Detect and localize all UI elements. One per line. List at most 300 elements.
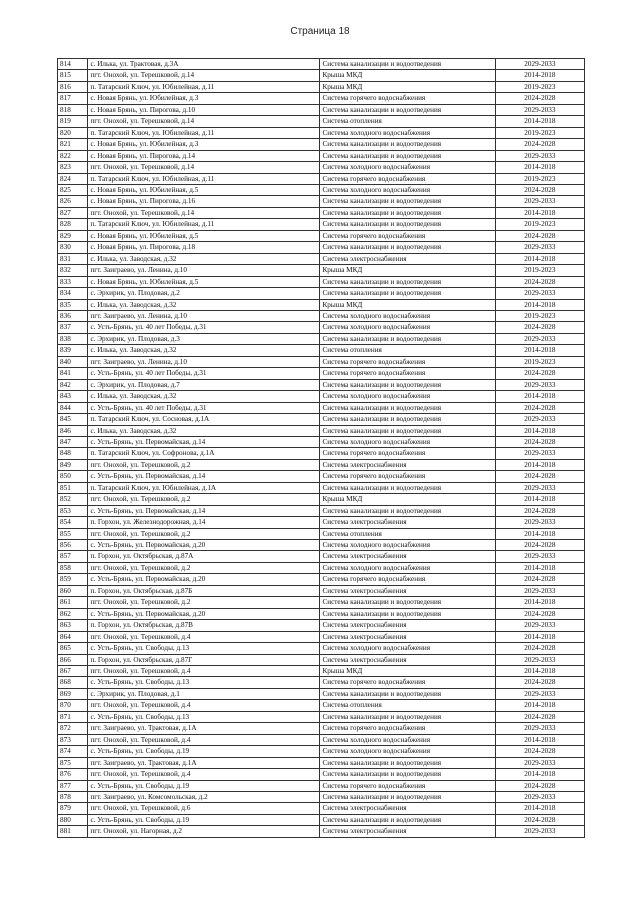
row-number: 871 bbox=[58, 711, 88, 722]
table-row bbox=[58, 688, 585, 699]
row-address: с. Эрхирик, ул. Плодовая, д.2 bbox=[88, 288, 320, 299]
row-period: 2014-2018 bbox=[495, 734, 584, 745]
row-period: 2029-2033 bbox=[495, 826, 584, 837]
table-row bbox=[58, 116, 585, 127]
row-address: с. Илька, ул. Трактовая, д.3А bbox=[88, 59, 320, 70]
row-address: пгт. Онохой, ул. Терешковой, д.14 bbox=[88, 162, 320, 173]
row-number: 832 bbox=[58, 265, 88, 276]
row-system: Система канализации и водоотведения bbox=[320, 59, 495, 70]
row-address: пгт. Онохой, ул. Терешковой, д.2 bbox=[88, 597, 320, 608]
row-system: Система холодного водоснабжения bbox=[320, 643, 495, 654]
row-period: 2029-2033 bbox=[495, 333, 584, 344]
table-row bbox=[58, 585, 585, 596]
table-row bbox=[58, 654, 585, 665]
table-row bbox=[58, 574, 585, 585]
table-row bbox=[58, 700, 585, 711]
row-period: 2024-2028 bbox=[495, 276, 584, 287]
row-number: 822 bbox=[58, 150, 88, 161]
table-row bbox=[58, 482, 585, 493]
row-system: Система канализации и водоотведения bbox=[320, 814, 495, 825]
row-address: п. Татарский Ключ, ул. Юбилейная, д.11 bbox=[88, 173, 320, 184]
row-number: 818 bbox=[58, 104, 88, 115]
row-period: 2014-2018 bbox=[495, 116, 584, 127]
row-period: 2029-2033 bbox=[495, 150, 584, 161]
row-address: п. Горхон, ул. Железнодорожная, д.14 bbox=[88, 517, 320, 528]
table-row bbox=[58, 562, 585, 573]
row-period: 2024-2028 bbox=[495, 814, 584, 825]
row-system: Система горячего водоснабжения bbox=[320, 780, 495, 791]
row-number: 853 bbox=[58, 505, 88, 516]
table-row bbox=[58, 643, 585, 654]
row-period: 2024-2028 bbox=[495, 505, 584, 516]
row-period: 2024-2028 bbox=[495, 780, 584, 791]
table-row bbox=[58, 826, 585, 837]
row-system: Крыша МКД bbox=[320, 81, 495, 92]
table-row bbox=[58, 620, 585, 631]
table-row bbox=[58, 448, 585, 459]
table-row bbox=[58, 276, 585, 287]
table-row bbox=[58, 242, 585, 253]
table-row bbox=[58, 414, 585, 425]
table-row bbox=[58, 93, 585, 104]
row-number: 821 bbox=[58, 139, 88, 150]
row-address: пгт. Онохой, ул. Терешковой, д.2 bbox=[88, 562, 320, 573]
row-number: 863 bbox=[58, 620, 88, 631]
row-period: 2014-2018 bbox=[495, 207, 584, 218]
table-row bbox=[58, 402, 585, 413]
row-address: пгт. Онохой, ул. Терешковой, д.14 bbox=[88, 70, 320, 81]
row-system: Система канализации и водоотведения bbox=[320, 792, 495, 803]
row-system: Система канализации и водоотведения bbox=[320, 379, 495, 390]
row-address: п. Татарский Ключ, ул. Сосновая, д.1А bbox=[88, 414, 320, 425]
row-address: пгт. Онохой, ул. Терешковой, д.2 bbox=[88, 494, 320, 505]
row-system: Система отопления bbox=[320, 116, 495, 127]
row-address: пгт. Онохой, ул. Терешковой, д.4 bbox=[88, 734, 320, 745]
row-number: 869 bbox=[58, 688, 88, 699]
row-period: 2024-2028 bbox=[495, 574, 584, 585]
table-row bbox=[58, 379, 585, 390]
register-table bbox=[57, 58, 585, 838]
table-row bbox=[58, 207, 585, 218]
row-number: 868 bbox=[58, 677, 88, 688]
row-system: Система канализации и водоотведения bbox=[320, 757, 495, 768]
row-number: 873 bbox=[58, 734, 88, 745]
row-number: 840 bbox=[58, 356, 88, 367]
row-system: Система электроснабжения bbox=[320, 253, 495, 264]
row-period: 2014-2018 bbox=[495, 70, 584, 81]
table-row bbox=[58, 425, 585, 436]
table-row bbox=[58, 196, 585, 207]
table-row bbox=[58, 162, 585, 173]
table-row bbox=[58, 184, 585, 195]
table-row bbox=[58, 70, 585, 81]
row-address: с. Усть-Брянь, ул. Свободы, д.13 bbox=[88, 677, 320, 688]
row-number: 819 bbox=[58, 116, 88, 127]
row-system: Система холодного водоснабжения bbox=[320, 162, 495, 173]
row-period: 2024-2028 bbox=[495, 608, 584, 619]
row-number: 830 bbox=[58, 242, 88, 253]
row-address: п. Горхон, ул. Октябрьская, д.87В bbox=[88, 620, 320, 631]
row-number: 814 bbox=[58, 59, 88, 70]
row-period: 2029-2033 bbox=[495, 585, 584, 596]
row-number: 876 bbox=[58, 769, 88, 780]
row-system: Система холодного водоснабжения bbox=[320, 184, 495, 195]
row-address: с. Усть-Брянь, ул. Свободы, д.13 bbox=[88, 643, 320, 654]
row-number: 866 bbox=[58, 654, 88, 665]
row-period: 2024-2028 bbox=[495, 471, 584, 482]
row-system: Система горячего водоснабжения bbox=[320, 230, 495, 241]
row-number: 835 bbox=[58, 299, 88, 310]
row-number: 847 bbox=[58, 436, 88, 447]
row-period: 2024-2028 bbox=[495, 139, 584, 150]
row-number: 827 bbox=[58, 207, 88, 218]
row-number: 828 bbox=[58, 219, 88, 230]
row-number: 870 bbox=[58, 700, 88, 711]
row-address: пгт. Заиграево, ул. Трактовая, д.1А bbox=[88, 757, 320, 768]
table-row bbox=[58, 310, 585, 321]
row-period: 2029-2033 bbox=[495, 517, 584, 528]
row-system: Система отопления bbox=[320, 345, 495, 356]
row-period: 2014-2018 bbox=[495, 162, 584, 173]
table-row bbox=[58, 814, 585, 825]
row-system: Система холодного водоснабжения bbox=[320, 127, 495, 138]
row-address: п. Горхон, ул. Октябрьская, д.87А bbox=[88, 551, 320, 562]
table-row bbox=[58, 299, 585, 310]
row-system: Система горячего водоснабжения bbox=[320, 471, 495, 482]
row-system: Система электроснабжения bbox=[320, 620, 495, 631]
row-period: 2029-2033 bbox=[495, 196, 584, 207]
row-address: п. Татарский Ключ, ул. Юбилейная, д.11 bbox=[88, 219, 320, 230]
row-number: 839 bbox=[58, 345, 88, 356]
row-system: Система канализации и водоотведения bbox=[320, 276, 495, 287]
row-system: Система холодного водоснабжения bbox=[320, 562, 495, 573]
row-system: Система канализации и водоотведения bbox=[320, 150, 495, 161]
table-row bbox=[58, 265, 585, 276]
page-title: Страница 18 bbox=[290, 26, 350, 37]
row-system: Система холодного водоснабжения bbox=[320, 391, 495, 402]
row-system: Система канализации и водоотведения bbox=[320, 425, 495, 436]
row-number: 837 bbox=[58, 322, 88, 333]
row-system: Система канализации и водоотведения bbox=[320, 769, 495, 780]
row-address: с. Усть-Брянь, ул. 40 лет Победы, д.31 bbox=[88, 402, 320, 413]
row-address: с. Усть-Брянь, ул. 40 лет Победы, д.31 bbox=[88, 368, 320, 379]
row-address: пгт. Заиграево, ул. Ленина, д.10 bbox=[88, 265, 320, 276]
table-row bbox=[58, 127, 585, 138]
row-address: с. Новая Брянь, ул. Пирогова, д.10 bbox=[88, 104, 320, 115]
row-system: Система канализации и водоотведения bbox=[320, 505, 495, 516]
row-address: пгт. Онохой, ул. Терешковой, д.14 bbox=[88, 116, 320, 127]
row-system: Система канализации и водоотведения bbox=[320, 288, 495, 299]
table-row bbox=[58, 471, 585, 482]
row-number: 826 bbox=[58, 196, 88, 207]
row-number: 858 bbox=[58, 562, 88, 573]
row-period: 2029-2033 bbox=[495, 288, 584, 299]
table-row bbox=[58, 253, 585, 264]
row-period: 2014-2018 bbox=[495, 562, 584, 573]
row-system: Крыша МКД bbox=[320, 299, 495, 310]
row-number: 881 bbox=[58, 826, 88, 837]
row-number: 857 bbox=[58, 551, 88, 562]
row-number: 843 bbox=[58, 391, 88, 402]
table-row bbox=[58, 368, 585, 379]
row-address: пгт. Заиграево, ул. Ленина, д.10 bbox=[88, 356, 320, 367]
row-address: с. Усть-Брянь, ул. Первомайская, д.14 bbox=[88, 505, 320, 516]
row-number: 864 bbox=[58, 631, 88, 642]
row-system: Система холодного водоснабжения bbox=[320, 746, 495, 757]
row-address: с. Новая Брянь, ул. Юбилейная, д.5 bbox=[88, 230, 320, 241]
row-system: Система горячего водоснабжения bbox=[320, 173, 495, 184]
table-row bbox=[58, 551, 585, 562]
row-period: 2024-2028 bbox=[495, 711, 584, 722]
row-number: 820 bbox=[58, 127, 88, 138]
row-period: 2024-2028 bbox=[495, 436, 584, 447]
row-period: 2024-2028 bbox=[495, 540, 584, 551]
row-number: 817 bbox=[58, 93, 88, 104]
row-address: с. Новая Брянь, ул. Юбилейная, д.3 bbox=[88, 93, 320, 104]
row-number: 844 bbox=[58, 402, 88, 413]
row-period: 2029-2033 bbox=[495, 620, 584, 631]
row-period: 2029-2033 bbox=[495, 482, 584, 493]
row-address: с. Усть-Брянь, ул. Свободы, д.19 bbox=[88, 780, 320, 791]
row-period: 2019-2023 bbox=[495, 219, 584, 230]
row-address: с. Новая Брянь, ул. Юбилейная, д.5 bbox=[88, 276, 320, 287]
row-address: пгт. Онохой, ул. Терешковой, д.4 bbox=[88, 666, 320, 677]
row-address: п. Горхон, ул. Октябрьская, д.87Б bbox=[88, 585, 320, 596]
row-period: 2014-2018 bbox=[495, 494, 584, 505]
row-address: п. Татарский Ключ, ул. Софронова, д.1А bbox=[88, 448, 320, 459]
table-row bbox=[58, 230, 585, 241]
row-system: Система канализации и водоотведения bbox=[320, 242, 495, 253]
table-row bbox=[58, 173, 585, 184]
row-system: Система канализации и водоотведения bbox=[320, 333, 495, 344]
row-address: пгт. Онохой, ул. Терешковой, д.6 bbox=[88, 803, 320, 814]
row-address: с. Илька, ул. Заводская, д.32 bbox=[88, 345, 320, 356]
table-row bbox=[58, 139, 585, 150]
row-address: п. Татарский Ключ, ул. Юбилейная, д.11 bbox=[88, 127, 320, 138]
row-number: 849 bbox=[58, 459, 88, 470]
row-number: 878 bbox=[58, 792, 88, 803]
row-address: с. Усть-Брянь, ул. Первомайская, д.14 bbox=[88, 471, 320, 482]
table-row bbox=[58, 597, 585, 608]
table-row bbox=[58, 517, 585, 528]
row-number: 861 bbox=[58, 597, 88, 608]
row-number: 874 bbox=[58, 746, 88, 757]
row-period: 2024-2028 bbox=[495, 230, 584, 241]
row-number: 872 bbox=[58, 723, 88, 734]
table-row bbox=[58, 757, 585, 768]
table-row bbox=[58, 780, 585, 791]
table-row bbox=[58, 746, 585, 757]
row-address: пгт. Заиграево, ул. Ленина, д.10 bbox=[88, 310, 320, 321]
row-period: 2014-2018 bbox=[495, 700, 584, 711]
row-period: 2029-2033 bbox=[495, 448, 584, 459]
row-period: 2024-2028 bbox=[495, 677, 584, 688]
row-number: 838 bbox=[58, 333, 88, 344]
row-address: с. Илька, ул. Заводская, д.32 bbox=[88, 425, 320, 436]
row-address: пгт. Онохой, ул. Нагорная, д.2 bbox=[88, 826, 320, 837]
row-address: пгт. Онохой, ул. Терешковой, д.14 bbox=[88, 207, 320, 218]
row-period: 2019-2023 bbox=[495, 310, 584, 321]
row-system: Система холодного водоснабжения bbox=[320, 310, 495, 321]
row-system: Система канализации и водоотведения bbox=[320, 597, 495, 608]
row-system: Система холодного водоснабжения bbox=[320, 540, 495, 551]
row-number: 829 bbox=[58, 230, 88, 241]
row-system: Система отопления bbox=[320, 528, 495, 539]
table-row bbox=[58, 322, 585, 333]
row-address: пгт. Заиграево, ул. Трактовая, д.1А bbox=[88, 723, 320, 734]
row-system: Система канализации и водоотведения bbox=[320, 207, 495, 218]
row-number: 846 bbox=[58, 425, 88, 436]
row-number: 855 bbox=[58, 528, 88, 539]
row-number: 879 bbox=[58, 803, 88, 814]
row-number: 880 bbox=[58, 814, 88, 825]
row-period: 2014-2018 bbox=[495, 803, 584, 814]
row-address: с. Усть-Брянь, ул. Первомайская, д.20 bbox=[88, 574, 320, 585]
row-system: Система холодного водоснабжения bbox=[320, 322, 495, 333]
row-address: п. Татарский Ключ, ул. Юбилейная, д.1А bbox=[88, 482, 320, 493]
row-number: 816 bbox=[58, 81, 88, 92]
row-address: с. Усть-Брянь, ул. Первомайская, д.14 bbox=[88, 436, 320, 447]
row-system: Крыша МКД bbox=[320, 666, 495, 677]
row-system: Система канализации и водоотведения bbox=[320, 711, 495, 722]
row-address: с. Эрхирик, ул. Плодовая, д.3 bbox=[88, 333, 320, 344]
table-row bbox=[58, 769, 585, 780]
row-address: с. Новая Брянь, ул. Юбилейная, д.5 bbox=[88, 184, 320, 195]
table-row bbox=[58, 333, 585, 344]
row-system: Система горячего водоснабжения bbox=[320, 448, 495, 459]
row-system: Система горячего водоснабжения bbox=[320, 574, 495, 585]
row-period: 2029-2033 bbox=[495, 242, 584, 253]
table-row bbox=[58, 540, 585, 551]
row-system: Система электроснабжения bbox=[320, 654, 495, 665]
row-address: с. Усть-Брянь, ул. Свободы, д.13 bbox=[88, 711, 320, 722]
row-period: 2014-2018 bbox=[495, 299, 584, 310]
row-address: с. Новая Брянь, ул. Пирогова, д.18 bbox=[88, 242, 320, 253]
row-address: пгт. Онохой, ул. Терешковой, д.2 bbox=[88, 459, 320, 470]
row-system: Система канализации и водоотведения bbox=[320, 482, 495, 493]
row-address: с. Усть-Брянь, ул. Свободы, д.19 bbox=[88, 814, 320, 825]
row-address: п. Татарский Ключ, ул. Юбилейная, д.11 bbox=[88, 81, 320, 92]
table-row bbox=[58, 345, 585, 356]
row-system: Система отопления bbox=[320, 700, 495, 711]
row-period: 2029-2033 bbox=[495, 792, 584, 803]
row-system: Система электроснабжения bbox=[320, 826, 495, 837]
row-system: Система горячего водоснабжения bbox=[320, 356, 495, 367]
row-number: 825 bbox=[58, 184, 88, 195]
row-number: 823 bbox=[58, 162, 88, 173]
row-address: с. Усть-Брянь, ул. Первомайская, д.20 bbox=[88, 540, 320, 551]
row-system: Система канализации и водоотведения bbox=[320, 402, 495, 413]
row-period: 2029-2033 bbox=[495, 551, 584, 562]
row-period: 2019-2023 bbox=[495, 173, 584, 184]
table-row bbox=[58, 219, 585, 230]
row-number: 860 bbox=[58, 585, 88, 596]
row-system: Система канализации и водоотведения bbox=[320, 688, 495, 699]
row-period: 2029-2033 bbox=[495, 654, 584, 665]
row-number: 856 bbox=[58, 540, 88, 551]
row-number: 859 bbox=[58, 574, 88, 585]
row-system: Система электроснабжения bbox=[320, 551, 495, 562]
row-system: Система канализации и водоотведения bbox=[320, 219, 495, 230]
row-number: 824 bbox=[58, 173, 88, 184]
table-row bbox=[58, 81, 585, 92]
table-row bbox=[58, 150, 585, 161]
row-period: 2014-2018 bbox=[495, 528, 584, 539]
row-address: с. Усть-Брянь, ул. Первомайская, д.20 bbox=[88, 608, 320, 619]
row-period: 2019-2023 bbox=[495, 356, 584, 367]
row-period: 2029-2033 bbox=[495, 757, 584, 768]
table-row bbox=[58, 104, 585, 115]
table-row bbox=[58, 723, 585, 734]
table-row bbox=[58, 734, 585, 745]
row-system: Система горячего водоснабжения bbox=[320, 368, 495, 379]
row-address: п. Горхон, ул. Октябрьская, д.87Г bbox=[88, 654, 320, 665]
row-system: Система горячего водоснабжения bbox=[320, 723, 495, 734]
row-period: 2024-2028 bbox=[495, 322, 584, 333]
row-system: Система электроснабжения bbox=[320, 459, 495, 470]
row-system: Система канализации и водоотведения bbox=[320, 196, 495, 207]
row-system: Крыша МКД bbox=[320, 494, 495, 505]
row-address: пгт. Онохой, ул. Терешковой, д.4 bbox=[88, 769, 320, 780]
table-row bbox=[58, 528, 585, 539]
row-system: Система электроснабжения bbox=[320, 517, 495, 528]
row-period: 2019-2023 bbox=[495, 265, 584, 276]
table-row bbox=[58, 436, 585, 447]
row-period: 2024-2028 bbox=[495, 402, 584, 413]
row-system: Система холодного водоснабжения bbox=[320, 734, 495, 745]
row-period: 2024-2028 bbox=[495, 368, 584, 379]
row-period: 2014-2018 bbox=[495, 769, 584, 780]
row-address: с. Усть-Брянь, ул. Свободы, д.19 bbox=[88, 746, 320, 757]
row-period: 2029-2033 bbox=[495, 379, 584, 390]
row-system: Система электроснабжения bbox=[320, 631, 495, 642]
table-row bbox=[58, 666, 585, 677]
table-row bbox=[58, 792, 585, 803]
row-address: с. Илька, ул. Заводская, д.32 bbox=[88, 299, 320, 310]
table-row bbox=[58, 494, 585, 505]
row-period: 2014-2018 bbox=[495, 631, 584, 642]
row-system: Система канализации и водоотведения bbox=[320, 139, 495, 150]
row-period: 2029-2033 bbox=[495, 104, 584, 115]
row-number: 834 bbox=[58, 288, 88, 299]
row-address: с. Илька, ул. Заводская, д.32 bbox=[88, 391, 320, 402]
row-number: 875 bbox=[58, 757, 88, 768]
row-period: 2024-2028 bbox=[495, 746, 584, 757]
row-period: 2014-2018 bbox=[495, 666, 584, 677]
row-period: 2024-2028 bbox=[495, 93, 584, 104]
row-system: Крыша МКД bbox=[320, 70, 495, 81]
row-period: 2014-2018 bbox=[495, 425, 584, 436]
row-period: 2024-2028 bbox=[495, 643, 584, 654]
row-period: 2029-2033 bbox=[495, 688, 584, 699]
row-address: пгт. Онохой, ул. Терешковой, д.4 bbox=[88, 631, 320, 642]
row-system: Система холодного водоснабжения bbox=[320, 436, 495, 447]
row-system: Крыша МКД bbox=[320, 265, 495, 276]
row-system: Система канализации и водоотведения bbox=[320, 104, 495, 115]
row-number: 845 bbox=[58, 414, 88, 425]
row-number: 841 bbox=[58, 368, 88, 379]
row-period: 2024-2028 bbox=[495, 184, 584, 195]
table-row bbox=[58, 803, 585, 814]
row-address: с. Усть-Брянь, ул. 40 лет Победы, д.31 bbox=[88, 322, 320, 333]
row-address: с. Эрхирик, ул. Плодовая, д.7 bbox=[88, 379, 320, 390]
row-period: 2019-2023 bbox=[495, 81, 584, 92]
row-period: 2014-2018 bbox=[495, 391, 584, 402]
row-number: 867 bbox=[58, 666, 88, 677]
row-period: 2029-2033 bbox=[495, 414, 584, 425]
row-address: пгт. Онохой, ул. Терешковой, д.2 bbox=[88, 528, 320, 539]
row-period: 2014-2018 bbox=[495, 253, 584, 264]
